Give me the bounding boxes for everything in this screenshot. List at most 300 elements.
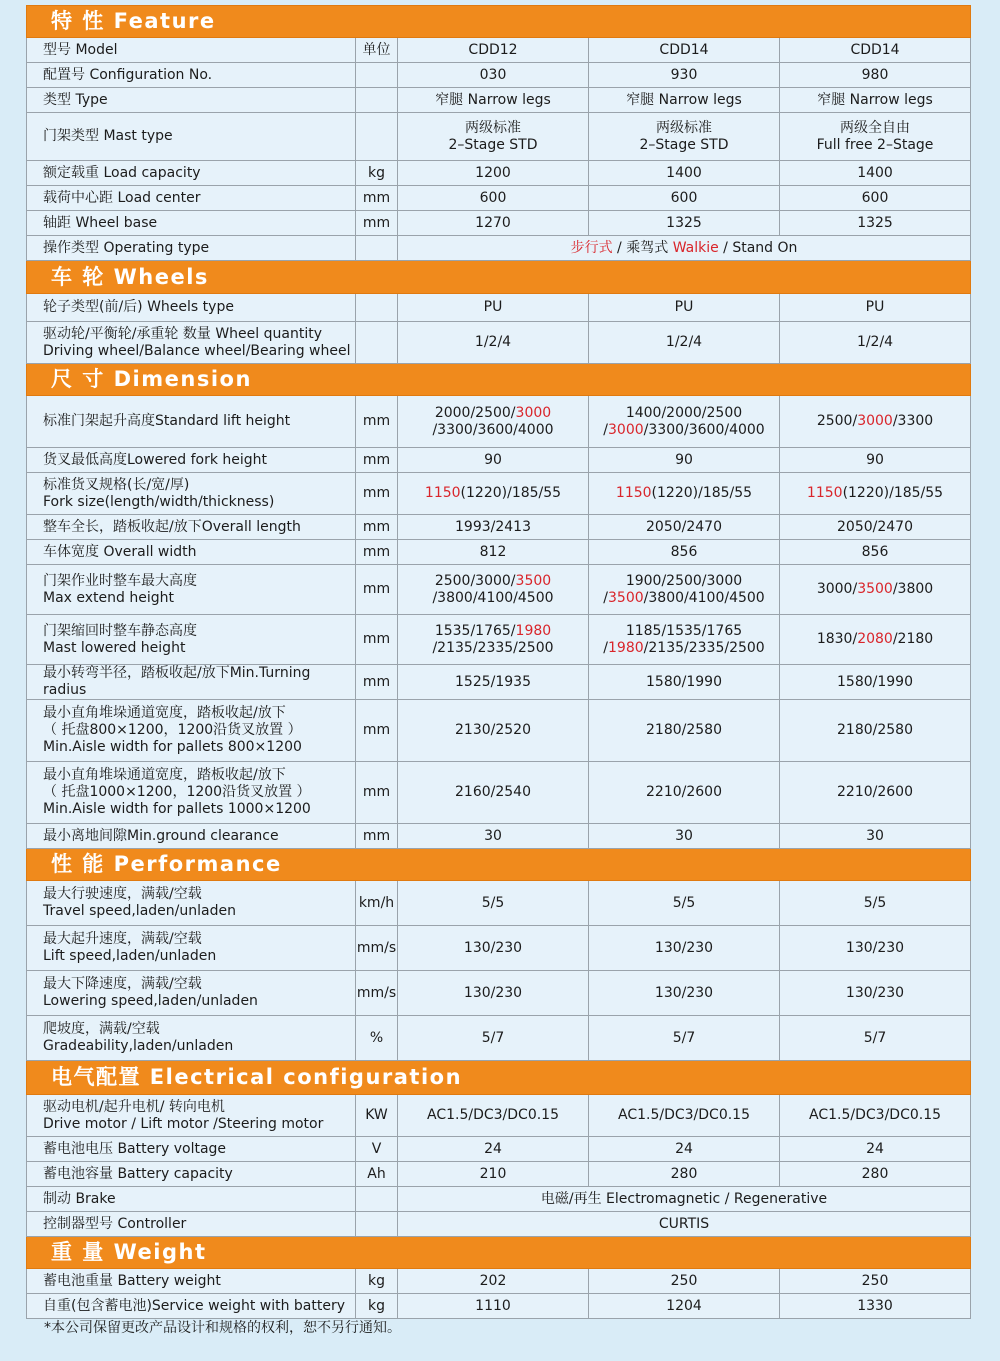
spec-row — [27, 971, 971, 1016]
row-label — [27, 1269, 356, 1294]
section-header — [27, 1237, 971, 1269]
row-value-span — [398, 236, 971, 261]
row-value — [589, 448, 780, 473]
row-unit: mm — [356, 396, 398, 448]
row-unit: mm — [356, 473, 398, 515]
spec-row — [27, 1137, 971, 1162]
cell-line: 30 — [484, 827, 502, 844]
row-value — [398, 322, 589, 364]
spec-row — [27, 665, 971, 700]
cell-line: 1993/2413 — [455, 518, 531, 535]
cell-line: 驱动电机/起升电机/ 转向电机 — [43, 1098, 225, 1115]
row-label — [27, 700, 356, 762]
cell-line: 窄腿 Narrow legs — [817, 91, 933, 108]
row-value — [398, 88, 589, 113]
text-segment: / — [603, 421, 609, 438]
spec-row — [27, 762, 971, 824]
cell-line: 货叉最低高度Lowered fork height — [43, 451, 268, 468]
row-label — [27, 762, 356, 824]
row-unit — [356, 63, 398, 88]
row-value — [780, 396, 971, 448]
row-unit: mm — [356, 515, 398, 540]
row-label — [27, 1294, 356, 1319]
cell-line: 980 — [861, 66, 889, 83]
spec-row — [27, 236, 971, 261]
row-value — [780, 161, 971, 186]
highlight-text: 1980 — [515, 622, 552, 639]
row-value — [780, 1016, 971, 1061]
row-label — [27, 926, 356, 971]
row-label — [27, 615, 356, 665]
highlight-text: Walkie — [672, 239, 719, 256]
row-value — [589, 1137, 780, 1162]
cell-line: 130/230 — [654, 984, 714, 1001]
cell-line — [593, 405, 775, 422]
text-segment: 2500/ — [816, 413, 858, 429]
row-value — [589, 926, 780, 971]
row-unit: kg — [356, 1269, 398, 1294]
row-value — [780, 186, 971, 211]
cell-line: 1110 — [475, 1297, 511, 1314]
cell-line: 门架作业时整车最大高度 — [43, 572, 197, 589]
row-value — [589, 294, 780, 322]
row-value — [398, 971, 589, 1016]
cell-line: 制动 Brake — [43, 1190, 116, 1207]
row-unit: mm — [356, 615, 398, 665]
section-title: 性 能 Performance — [27, 849, 971, 881]
highlight-text: 2080 — [857, 631, 893, 647]
spec-row — [27, 565, 971, 615]
cell-line: 标准门架起升高度Standard lift height — [43, 413, 291, 429]
cell-line: Lift speed,laden/unladen — [43, 948, 217, 964]
cell-line: 2–Stage STD — [448, 136, 538, 153]
text-segment: /3800/4100/4500 — [643, 589, 765, 606]
row-value — [398, 762, 589, 824]
cell-line: 130/230 — [845, 984, 905, 1001]
cell-line — [402, 422, 584, 439]
cell-line: 车体宽度 Overall width — [43, 543, 197, 560]
text-segment: / — [603, 589, 609, 606]
cell-line: 24 — [484, 1140, 502, 1157]
cell-line: Fork size(length/width/thickness) — [43, 493, 275, 510]
cell-line — [784, 485, 966, 502]
cell-line — [593, 590, 775, 607]
cell-line: 5/7 — [672, 1029, 696, 1046]
spec-row — [27, 515, 971, 540]
text-segment: 1400/2000/2500 — [625, 404, 743, 421]
cell-line: 门架类型 Mast type — [43, 128, 173, 144]
row-value — [780, 63, 971, 88]
cell-line: 配置号 Configuration No. — [43, 66, 213, 83]
cell-line: 标准货叉规格(长/宽/厚) — [43, 476, 190, 493]
row-value — [589, 971, 780, 1016]
spec-row — [27, 615, 971, 665]
cell-line: 1200 — [475, 164, 511, 181]
cell-line: 最小直角堆垛通道宽度，踏板收起/放下 — [43, 705, 286, 721]
row-value — [398, 1269, 589, 1294]
row-unit — [356, 236, 398, 261]
cell-line: 930 — [670, 66, 698, 83]
cell-line: Travel speed,laden/unladen — [43, 903, 236, 919]
row-value — [398, 824, 589, 849]
row-label — [27, 473, 356, 515]
row-unit — [356, 294, 398, 322]
row-label — [27, 515, 356, 540]
cell-line: 1/2/4 — [856, 334, 894, 350]
text-segment: 3000/ — [816, 581, 858, 597]
row-value — [589, 615, 780, 665]
cell-line: 最大下降速度，满载/空载 — [43, 976, 202, 992]
cell-line: 30 — [866, 827, 884, 844]
cell-line: 1204 — [666, 1297, 702, 1314]
cell-line: 856 — [861, 543, 889, 560]
section-title: 重 量 Weight — [27, 1237, 971, 1269]
row-unit: km/h — [356, 881, 398, 926]
row-label — [27, 38, 356, 63]
cell-line: 5/7 — [863, 1029, 887, 1046]
row-value — [589, 540, 780, 565]
cell-line: 5/5 — [672, 894, 696, 911]
cell-line: 2130/2520 — [455, 722, 531, 738]
cell-line: Max extend height — [43, 589, 174, 606]
spec-row — [27, 294, 971, 322]
text-segment: CURTIS — [658, 1215, 710, 1232]
spec-row — [27, 38, 971, 63]
row-unit: mm — [356, 700, 398, 762]
text-segment: /2180 — [892, 631, 934, 647]
cell-line: 280 — [670, 1165, 698, 1182]
cell-line: 最小离地间隙Min.ground clearance — [43, 827, 279, 844]
cell-line: CDD14 — [659, 41, 709, 58]
cell-line: 130/230 — [654, 939, 714, 956]
row-label — [27, 161, 356, 186]
row-unit: kg — [356, 161, 398, 186]
text-segment: (1220)/185/55 — [460, 485, 562, 501]
cell-line: 2050/2470 — [646, 518, 722, 535]
row-label — [27, 1187, 356, 1212]
cell-line: Driving wheel/Balance wheel/Bearing wheel — [43, 342, 351, 359]
row-value — [780, 824, 971, 849]
row-value — [589, 396, 780, 448]
row-value — [589, 113, 780, 161]
row-value — [589, 88, 780, 113]
row-value — [780, 665, 971, 700]
text-segment: /2135/2335/2500 — [432, 639, 554, 656]
row-unit: mm — [356, 762, 398, 824]
cell-line: Full free 2–Stage — [816, 136, 934, 153]
cell-line — [402, 405, 584, 422]
row-value — [398, 881, 589, 926]
row-value — [780, 881, 971, 926]
cell-line — [593, 640, 775, 657]
spec-row — [27, 322, 971, 364]
cell-line: Min.Aisle width for pallets 1000×1200 — [43, 801, 311, 817]
row-value — [589, 161, 780, 186]
cell-line — [784, 581, 966, 598]
cell-line: 1580/1990 — [837, 673, 913, 690]
section-title: 车 轮 Wheels — [27, 261, 971, 294]
cell-line: 1525/1935 — [455, 673, 531, 690]
row-label — [27, 113, 356, 161]
row-label — [27, 186, 356, 211]
cell-line: 驱动轮/平衡轮/承重轮 数量 Wheel quantity — [43, 325, 322, 342]
cell-line: 最小转弯半径，踏板收起/放下Min.Turning radius — [43, 665, 311, 698]
row-value — [398, 396, 589, 448]
cell-line: 1400 — [666, 164, 702, 181]
highlight-text: 1980 — [608, 639, 644, 656]
row-unit — [356, 1212, 398, 1237]
spec-row — [27, 1269, 971, 1294]
cell-line: 两级标准 — [465, 119, 521, 136]
row-value — [589, 38, 780, 63]
cell-line: 蓄电池电压 Battery voltage — [43, 1140, 227, 1157]
text-segment: 1185/1535/1765 — [625, 622, 743, 639]
cell-line: AC1.5/DC3/DC0.15 — [618, 1107, 750, 1123]
cell-line: 130/230 — [463, 984, 523, 1001]
row-label — [27, 971, 356, 1016]
spec-row — [27, 113, 971, 161]
cell-line — [402, 590, 584, 607]
highlight-text: 1150 — [615, 485, 652, 501]
row-value — [589, 762, 780, 824]
row-value — [780, 322, 971, 364]
cell-line: 130/230 — [845, 939, 905, 956]
row-unit — [356, 322, 398, 364]
cell-line: 整车全长，踏板收起/放下Overall length — [43, 518, 301, 535]
row-unit — [356, 1187, 398, 1212]
row-unit: mm — [356, 665, 398, 700]
cell-line: Min.Aisle width for pallets 800×1200 — [43, 739, 302, 755]
spec-row — [27, 824, 971, 849]
row-unit: mm — [356, 824, 398, 849]
highlight-text: 1150 — [424, 485, 461, 501]
cell-line: 2210/2600 — [837, 784, 913, 800]
row-value — [398, 515, 589, 540]
row-label — [27, 824, 356, 849]
row-value — [780, 926, 971, 971]
spec-row — [27, 63, 971, 88]
cell-line: 5/5 — [481, 894, 505, 911]
row-value — [780, 515, 971, 540]
row-label — [27, 448, 356, 473]
cell-line: 2180/2580 — [837, 722, 913, 738]
cell-line: 1330 — [857, 1297, 893, 1314]
spec-row — [27, 540, 971, 565]
row-value — [398, 63, 589, 88]
row-unit: kg — [356, 1294, 398, 1319]
text-segment: /3800/4100/4500 — [432, 589, 554, 606]
spec-row — [27, 1294, 971, 1319]
cell-line: Mast lowered height — [43, 639, 186, 656]
cell-line: AC1.5/DC3/DC0.15 — [427, 1107, 559, 1123]
cell-line: AC1.5/DC3/DC0.15 — [809, 1107, 942, 1123]
row-label — [27, 1162, 356, 1187]
row-unit: Ah — [356, 1162, 398, 1187]
row-value — [589, 1269, 780, 1294]
cell-line: 轴距 Wheel base — [43, 214, 158, 231]
row-unit: KW — [356, 1095, 398, 1137]
spec-row — [27, 88, 971, 113]
row-value — [589, 700, 780, 762]
row-unit: % — [356, 1016, 398, 1061]
spec-row — [27, 396, 971, 448]
highlight-text: 3500 — [608, 589, 644, 606]
row-value — [398, 1294, 589, 1319]
text-segment: (1220)/185/55 — [842, 485, 944, 501]
cell-line: 130/230 — [463, 939, 523, 956]
row-unit: mm — [356, 540, 398, 565]
cell-line: 856 — [670, 543, 698, 560]
cell-line: 24 — [675, 1140, 693, 1157]
row-value — [780, 211, 971, 236]
row-unit: mm/s — [356, 926, 398, 971]
row-unit — [356, 113, 398, 161]
cell-line: （ 托盘800×1200，1200沿货叉放置 ） — [43, 722, 302, 738]
cell-line: 250 — [670, 1272, 698, 1289]
row-value — [780, 1095, 971, 1137]
row-label — [27, 881, 356, 926]
row-unit: mm — [356, 565, 398, 615]
cell-line: 600 — [861, 189, 889, 206]
cell-line — [402, 623, 584, 640]
text-segment: 2500/3000/ — [434, 572, 516, 589]
highlight-text: 3000 — [857, 413, 893, 429]
row-value — [589, 1162, 780, 1187]
row-value — [780, 1294, 971, 1319]
section-header — [27, 1061, 971, 1095]
text-segment: / 乘驾式 — [612, 239, 673, 256]
text-segment: 1900/2500/3000 — [625, 572, 743, 589]
cell-line: 600 — [479, 189, 507, 206]
cell-line: 90 — [675, 451, 693, 468]
row-value — [589, 1095, 780, 1137]
cell-line — [402, 1191, 966, 1208]
cell-line: 蓄电池容量 Battery capacity — [43, 1165, 233, 1182]
text-segment: / — [603, 639, 609, 656]
cell-line: 额定载重 Load capacity — [43, 164, 201, 181]
cell-line: 最大起升速度，满载/空载 — [43, 931, 202, 947]
row-unit: V — [356, 1137, 398, 1162]
cell-line: Lowering speed,laden/unladen — [43, 993, 258, 1009]
cell-line: 类型 Type — [43, 91, 108, 108]
row-value — [589, 665, 780, 700]
cell-line: 812 — [479, 543, 507, 560]
section-header — [27, 261, 971, 294]
cell-line: 载荷中心距 Load center — [43, 189, 201, 206]
cell-line: 窄腿 Narrow legs — [435, 91, 551, 108]
cell-line: 控制器型号 Controller — [43, 1215, 187, 1232]
highlight-text: 3500 — [515, 572, 552, 589]
section-title: 电气配置 Electrical configuration — [27, 1061, 971, 1095]
cell-line: 型号 Model — [43, 41, 118, 58]
spec-row — [27, 1187, 971, 1212]
row-value-span — [398, 1187, 971, 1212]
cell-line: PU — [865, 299, 885, 315]
cell-line: 1580/1990 — [646, 673, 722, 690]
spec-row — [27, 211, 971, 236]
row-label — [27, 1016, 356, 1061]
row-value — [589, 186, 780, 211]
row-unit: 单位 — [356, 38, 398, 63]
cell-line: 2–Stage STD — [639, 136, 729, 153]
cell-line: 280 — [861, 1165, 889, 1182]
cell-line: 最小直角堆垛通道宽度，踏板收起/放下 — [43, 767, 286, 783]
spec-row — [27, 1095, 971, 1137]
row-value — [780, 88, 971, 113]
cell-line — [402, 1216, 966, 1233]
spec-row — [27, 473, 971, 515]
row-value — [398, 565, 589, 615]
cell-line: 1400 — [857, 164, 893, 181]
row-value — [589, 63, 780, 88]
row-label — [27, 1095, 356, 1137]
cell-line — [593, 422, 775, 439]
cell-line: Drive motor / Lift motor /Steering motor — [43, 1115, 324, 1132]
cell-line — [593, 573, 775, 590]
cell-line: 24 — [866, 1140, 884, 1157]
row-value — [780, 615, 971, 665]
highlight-text: 3500 — [857, 581, 893, 597]
footnote: *本公司保留更改产品设计和规格的权利，恕不另行通知。 — [44, 1320, 401, 1336]
cell-line: 202 — [479, 1272, 507, 1289]
cell-line: 两级全自由 — [840, 119, 911, 136]
text-segment: 2000/2500/ — [434, 404, 516, 421]
row-value — [780, 565, 971, 615]
row-value — [589, 881, 780, 926]
text-segment: 电磁/再生 Electromagnetic / Regenerative — [540, 1190, 828, 1207]
highlight-text: 步行式 — [570, 239, 613, 256]
cell-line: 1/2/4 — [474, 334, 512, 350]
row-value — [589, 515, 780, 540]
row-value — [780, 1162, 971, 1187]
section-header — [27, 364, 971, 396]
spec-row — [27, 926, 971, 971]
row-value — [398, 700, 589, 762]
spec-row — [27, 186, 971, 211]
row-value — [589, 565, 780, 615]
cell-line: 2050/2470 — [837, 518, 913, 535]
cell-line: 2160/2540 — [455, 784, 531, 800]
row-value — [780, 113, 971, 161]
row-value — [780, 448, 971, 473]
row-value — [398, 186, 589, 211]
highlight-text: 3000 — [515, 404, 552, 421]
row-value — [398, 211, 589, 236]
cell-line: 两级标准 — [656, 119, 712, 136]
cell-line — [402, 485, 584, 502]
cell-line: 90 — [484, 451, 502, 468]
cell-line: 操作类型 Operating type — [43, 239, 210, 256]
row-unit — [356, 88, 398, 113]
row-value — [398, 926, 589, 971]
text-segment: (1220)/185/55 — [651, 485, 753, 501]
cell-line: 轮子类型(前/后) Wheels type — [43, 299, 234, 315]
row-unit: mm/s — [356, 971, 398, 1016]
cell-line: 030 — [479, 66, 507, 83]
row-label — [27, 88, 356, 113]
row-value — [398, 665, 589, 700]
row-value — [398, 113, 589, 161]
row-value — [398, 1095, 589, 1137]
cell-line: 2210/2600 — [646, 784, 722, 800]
cell-line — [784, 631, 966, 648]
row-value — [780, 540, 971, 565]
cell-line: 2180/2580 — [646, 722, 722, 738]
cell-line: CDD14 — [850, 41, 900, 58]
row-label — [27, 322, 356, 364]
row-value — [589, 1294, 780, 1319]
row-label — [27, 211, 356, 236]
